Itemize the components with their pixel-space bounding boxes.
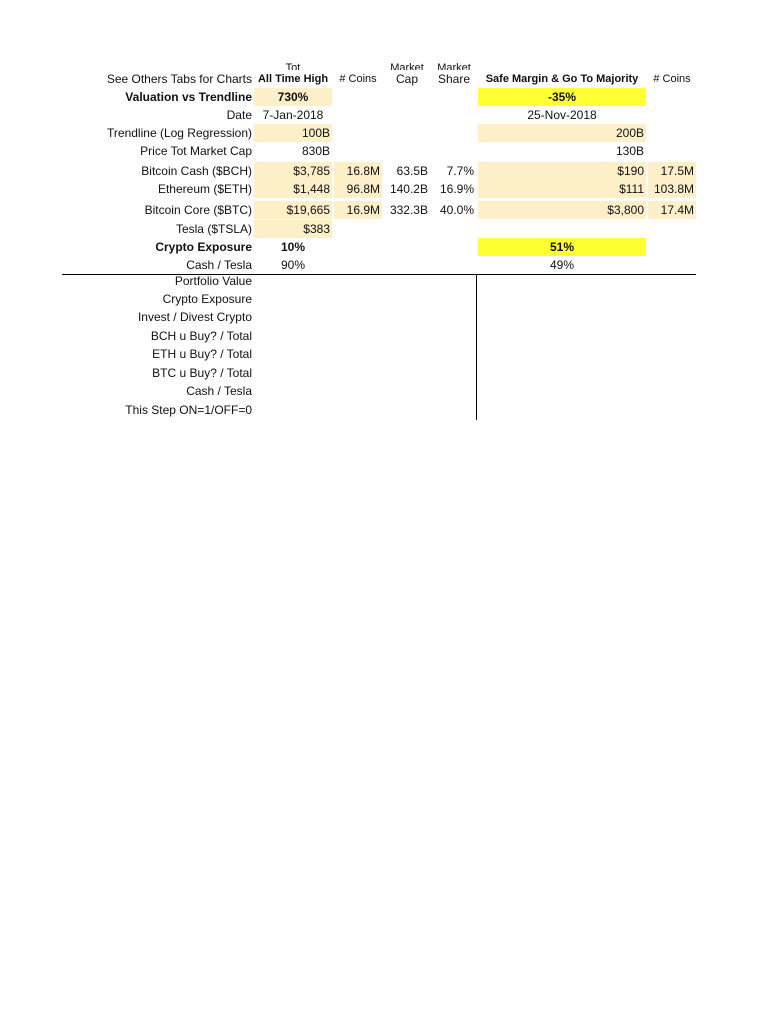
label-bch-buy: BCH u Buy? / Total	[150, 329, 252, 343]
btc-market-share[interactable]: 40.0%	[439, 203, 474, 217]
header-market-share: Share	[437, 72, 471, 86]
label-this-step: This Step ON=1/OFF=0	[125, 403, 252, 417]
eth-coins[interactable]: 96.8M	[334, 180, 382, 198]
safe-bch-price[interactable]: $190	[478, 162, 646, 180]
bch-coins-2[interactable]: 17.5M	[648, 162, 696, 180]
btc-coins-2[interactable]: 17.4M	[648, 201, 696, 219]
label-bitcoin-cash: Bitcoin Cash ($BCH)	[141, 164, 252, 178]
label-ethereum: Ethereum ($ETH)	[157, 182, 252, 196]
ath-date[interactable]: 7-Jan-2018	[262, 108, 324, 122]
vertical-divider	[476, 274, 477, 420]
btc-coins[interactable]: 16.9M	[334, 201, 382, 219]
bch-market-cap[interactable]: 63.5B	[396, 164, 428, 178]
eth-coins-2[interactable]: 103.8M	[648, 180, 696, 198]
label-cash-tesla: Cash / Tesla	[186, 258, 252, 272]
label-crypto-exposure: Crypto Exposure	[155, 240, 252, 254]
label-btc-buy: BTC u Buy? / Total	[152, 366, 252, 380]
label-crypto-exposure-lower: Crypto Exposure	[162, 292, 252, 306]
header-all-time-high: All Time High	[257, 73, 329, 85]
header-coins-2: # Coins	[653, 73, 691, 85]
safe-date[interactable]: 25-Nov-2018	[527, 108, 597, 122]
btc-market-cap[interactable]: 332.3B	[389, 203, 428, 217]
bch-market-share[interactable]: 7.7%	[446, 164, 474, 178]
header-market-partial: Market	[390, 62, 424, 70]
ath-btc-price[interactable]: $19,665	[254, 201, 332, 219]
label-tesla: Tesla ($TSLA)	[175, 222, 252, 236]
label-eth-buy: ETH u Buy? / Total	[152, 347, 252, 361]
label-trendline: Trendline (Log Regression)	[107, 126, 252, 140]
safe-valuation[interactable]: -35%	[478, 88, 646, 106]
header-safe-margin: Safe Margin & Go To Majority	[485, 73, 639, 85]
bch-coins[interactable]: 16.8M	[334, 162, 382, 180]
ath-price-tot-market-cap[interactable]: 830B	[301, 144, 330, 158]
ath-crypto-exposure[interactable]: 10%	[280, 240, 306, 254]
label-bitcoin-core: Bitcoin Core ($BTC)	[144, 203, 252, 217]
safe-cash-tesla[interactable]: 49%	[549, 258, 575, 272]
ath-tesla-price[interactable]: $383	[254, 220, 332, 238]
label-valuation-vs-trendline: Valuation vs Trendline	[125, 90, 252, 104]
eth-market-cap[interactable]: 140.2B	[389, 182, 428, 196]
safe-trendline[interactable]: 200B	[478, 124, 646, 142]
safe-crypto-exposure[interactable]: 51%	[478, 238, 646, 256]
ath-eth-price[interactable]: $1,448	[254, 180, 332, 198]
ath-bch-price[interactable]: $3,785	[254, 162, 332, 180]
header-market-cap: Cap	[395, 72, 418, 86]
label-invest-divest: Invest / Divest Crypto	[137, 310, 252, 324]
label-date: Date	[226, 108, 252, 122]
safe-price-tot-market-cap[interactable]: 130B	[615, 144, 644, 158]
label-portfolio-value: Portfolio Value	[174, 274, 252, 288]
ath-trendline[interactable]: 100B	[254, 124, 332, 142]
safe-btc-price[interactable]: $3,800	[478, 201, 646, 219]
see-others-tabs-note: See Others Tabs for Charts	[106, 72, 252, 86]
header-market-partial-2: Market	[437, 62, 471, 70]
label-cash-tesla-lower: Cash / Tesla	[186, 384, 252, 398]
ath-cash-tesla[interactable]: 90%	[280, 258, 306, 272]
label-price-tot-market-cap: Price Tot Market Cap	[140, 144, 252, 158]
eth-market-share[interactable]: 16.9%	[439, 182, 474, 196]
header-tot-partial: Tot	[285, 62, 301, 70]
safe-eth-price[interactable]: $111	[478, 180, 646, 198]
ath-valuation[interactable]: 730%	[254, 88, 332, 106]
header-coins: # Coins	[339, 73, 377, 85]
